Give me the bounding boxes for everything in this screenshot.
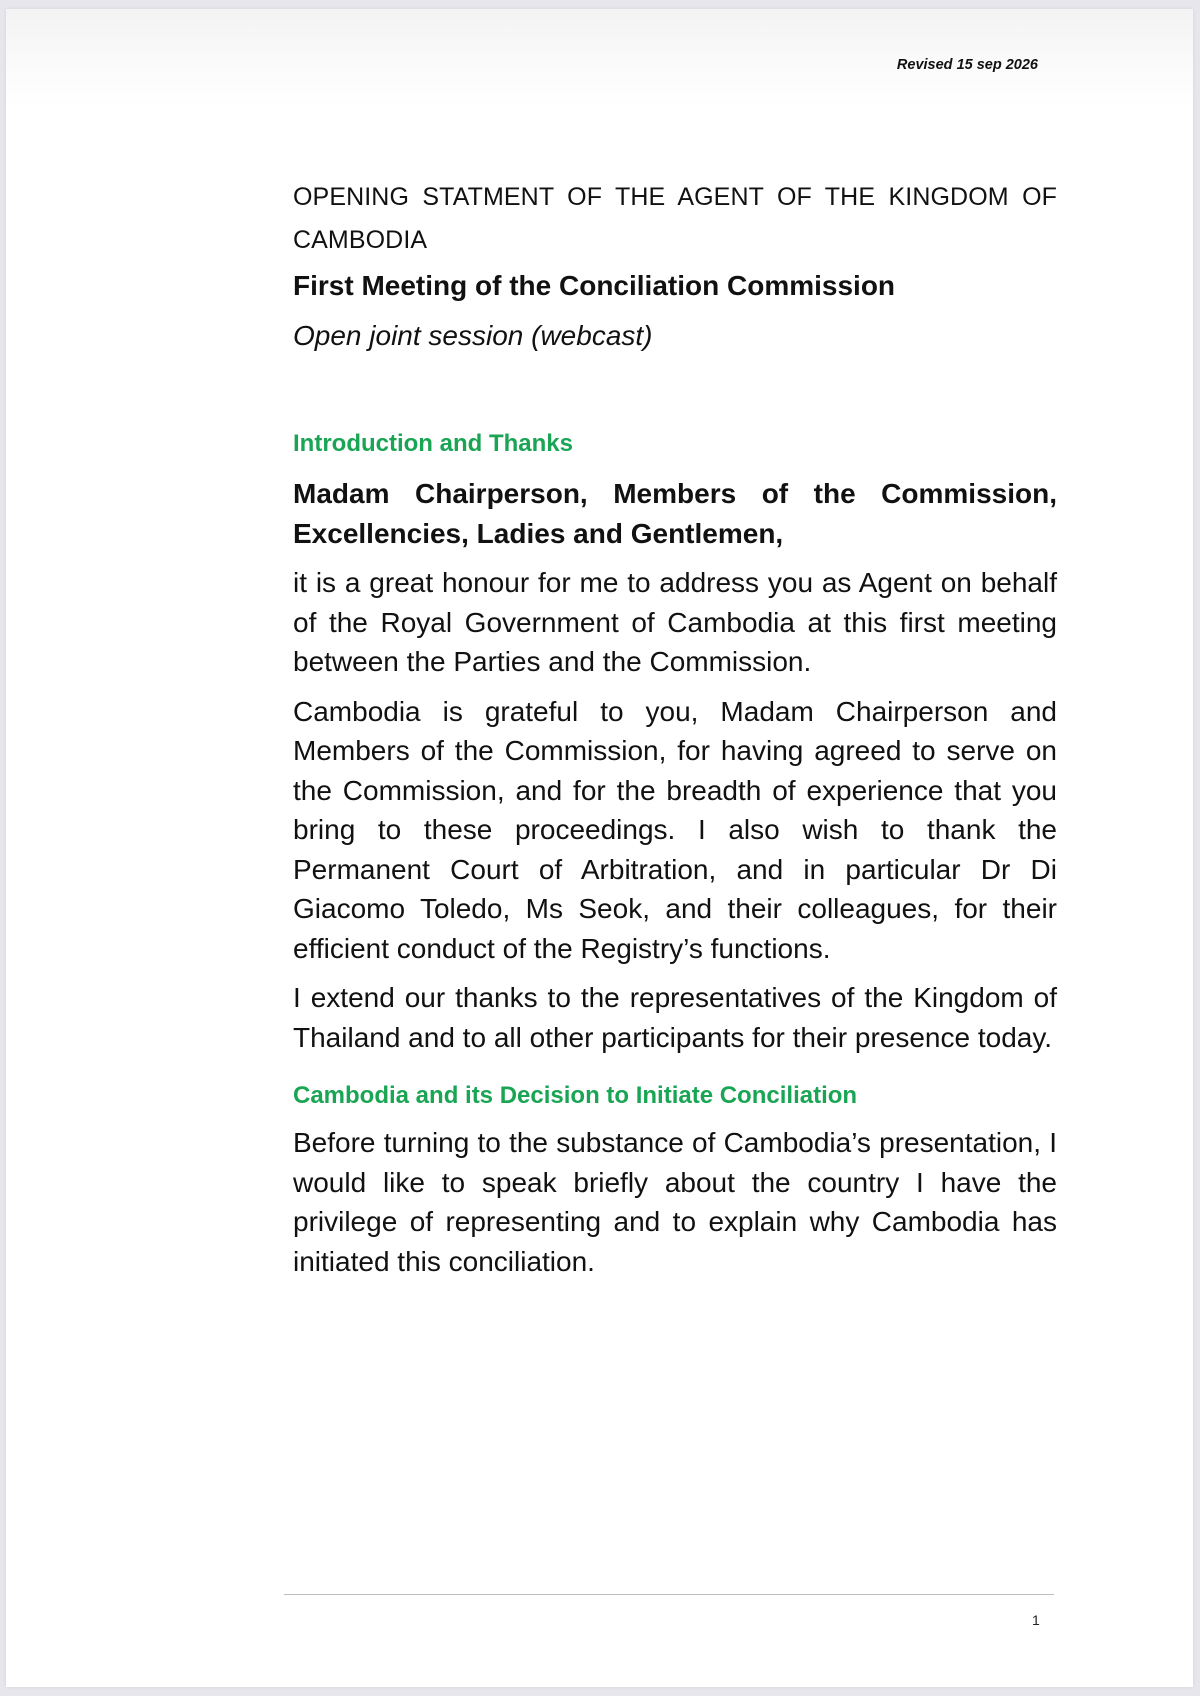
- paragraph: I extend our thanks to the representatives of the Kingdom of Thailand and to all other participants for their presence today.: [293, 982, 1057, 1053]
- document-title: OPENING STATMENT OF THE AGENT OF THE KINGDOM OF CAMBODIA: [293, 183, 1057, 254]
- session-label: Open joint session (webcast): [293, 320, 653, 351]
- paragraph: Before turning to the substance of Cambodia’s presentation, I would like to speak briefly about the country I have the privilege of representing and to explain why Cambodia has initiated this conciliation.: [293, 1127, 1057, 1277]
- document-body: [293, 176, 1057, 1281]
- page-number: 1: [1032, 1612, 1040, 1628]
- paragraph: it is a great honour for me to address you as Agent on behalf of the Royal Government of Cambodia at this first meeting between the Parties and the Commission.: [293, 567, 1057, 677]
- footer-divider: [284, 1594, 1054, 1595]
- section-heading-decision: Cambodia and its Decision to Initiate Conciliation: [293, 1082, 858, 1109]
- paragraph: Cambodia is grateful to you, Madam Chairperson and Members of the Commission, for having agreed to serve on the Commission, and for the breadth of experience that you bring to these proceedings. I also wish to thank the Permanent Court of Arbitration, and in particular Dr Di Giacomo Toledo, Ms Seok, and their colleagues, for their efficient conduct of the Registry’s functions.: [293, 695, 1057, 964]
- section-heading-introduction: Introduction and Thanks: [293, 430, 573, 457]
- document-page: [6, 9, 1193, 1687]
- salutation: Madam Chairperson, Members of the Commission, Excellencies, Ladies and Gentlemen,: [293, 478, 1057, 549]
- document-subtitle: First Meeting of the Conciliation Commission: [293, 270, 896, 301]
- revision-date: Revised 15 sep 2026: [896, 57, 1038, 73]
